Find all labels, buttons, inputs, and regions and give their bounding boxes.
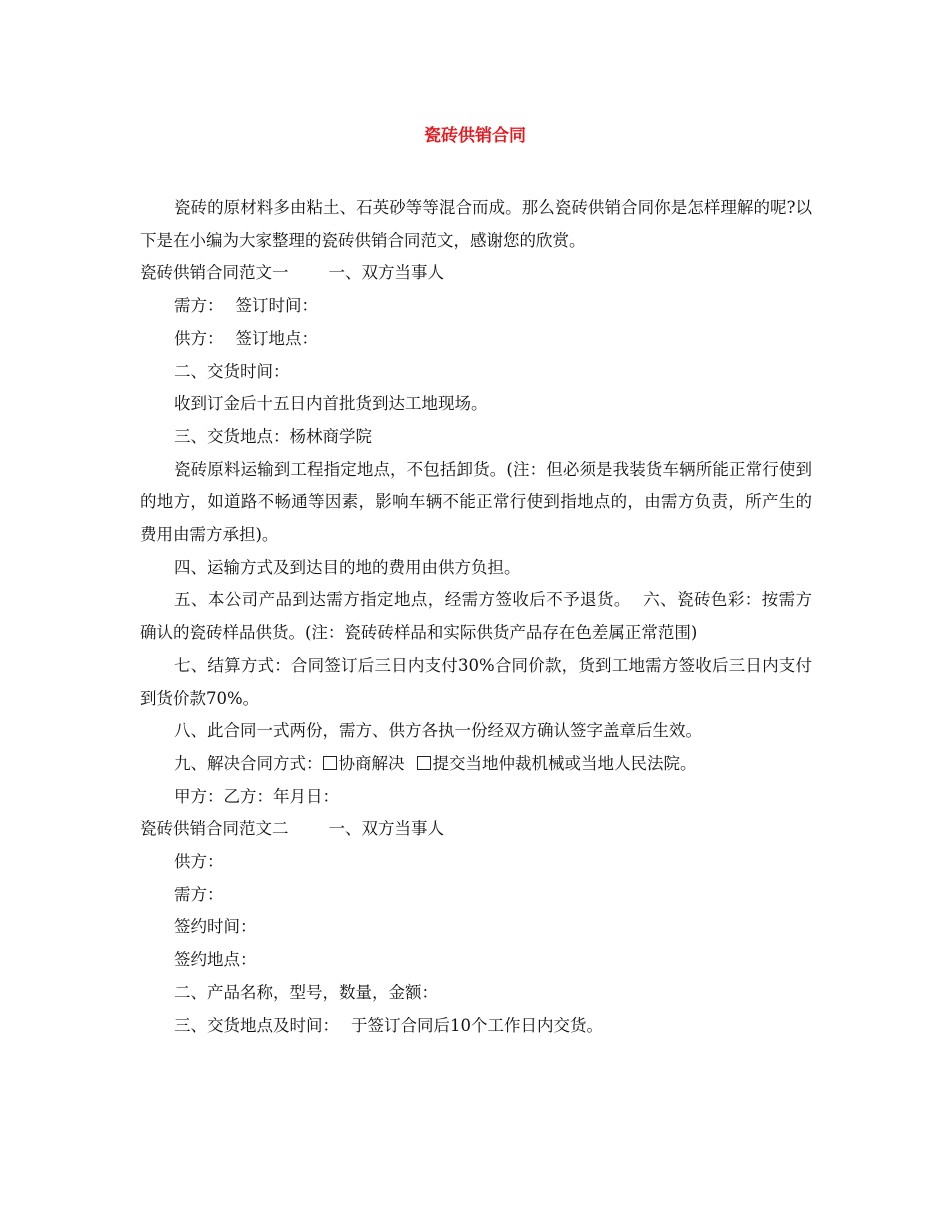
sample1-delivery-time: 收到订金后十五日内首批货到达工地现场。 [174, 394, 488, 414]
sample1-copies: 八、此合同一式两份，需方、供方各执一份经双方确认签字盖章后生效。 [174, 721, 702, 741]
sample1-acceptance-color-paragraph [140, 584, 812, 649]
sample1-color: 六、瓷砖色彩：按需方确认的瓷砖样品供货。(注：瓷砖砖样品和实际供货产品存在色差属正常范围) [140, 590, 813, 643]
sample2-buyer: 需方： [174, 884, 224, 904]
sample1-dispute-line [140, 748, 812, 781]
document-title: 瓷砖供销合同 [424, 126, 526, 146]
sample1-delivery-place: 三、交货地点：杨林商学院 [174, 426, 372, 446]
checkbox-arbitration[interactable] [417, 756, 431, 770]
sample2-heading-line [140, 813, 812, 846]
sample2-delivery-text: 于签订合同后10个工作日内交货。 [351, 1015, 603, 1035]
sample2-delivery-line [140, 1010, 812, 1043]
sample2-party-heading: 一、双方当事人 [328, 819, 444, 839]
sample2-sign-time: 签约时间： [174, 917, 257, 937]
sample1-buyer: 需方： [174, 296, 224, 316]
sample1-sign-place: 签订地点： [235, 328, 318, 348]
sample2-heading: 瓷砖供销合同范文二 [140, 819, 289, 839]
sample1-party-heading: 一、双方当事人 [328, 263, 444, 283]
sample1-sign-time: 签订时间： [235, 296, 318, 316]
intro-paragraph: 瓷砖的原材料多由粘土、石英砂等等混合而成。那么瓷砖供销合同你是怎样理解的呢?以下是在小编为大家整理的瓷砖供销合同范文，感谢您的欣赏。 [140, 198, 812, 250]
sample1-transport-cost: 四、运输方式及到达目的地的费用由供方负担。 [174, 557, 521, 577]
sample2-seller: 供方： [174, 852, 224, 872]
sample1-delivery-time-heading: 二、交货时间： [174, 361, 290, 381]
sample1-payment: 七、结算方式：合同签订后三日内支付30%合同价款，货到工地需方签收后三日内支付到货价款70%。 [140, 655, 812, 708]
sample1-buyer-line [140, 290, 812, 323]
dispute-option-negotiation: 协商解决 [338, 753, 405, 773]
sample1-seller: 供方： [174, 328, 224, 348]
sample1-signatures: 甲方：乙方：年月日： [174, 786, 339, 806]
dispute-option-arbitration: 提交当地仲裁机械或当地人民法院。 [432, 753, 697, 773]
sample1-seller-line [140, 323, 812, 356]
sample2-delivery-label: 三、交货地点及时间： [174, 1015, 339, 1035]
sample1-transport-note: 瓷砖原料运输到工程指定地点，不包括卸货。(注：但必须是我装货车辆所能正常行使到的地方，如道路不畅通等因素，影响车辆不能正常行使到指地点的，由需方负责，所产生的费用由需方承担)。 [140, 459, 812, 545]
sample1-heading: 瓷砖供销合同范文一 [140, 263, 289, 283]
sample2-product: 二、产品名称，型号，数量，金额： [174, 982, 438, 1002]
sample1-dispute-label: 九、解决合同方式： [174, 753, 323, 773]
document-body [140, 192, 812, 1042]
sample1-heading-line [140, 257, 812, 290]
sample1-acceptance: 五、本公司产品到达需方指定地点，经需方签收后不予退货。 [174, 590, 631, 610]
checkbox-negotiation[interactable] [323, 756, 337, 770]
sample2-sign-place: 签约地点： [174, 950, 257, 970]
